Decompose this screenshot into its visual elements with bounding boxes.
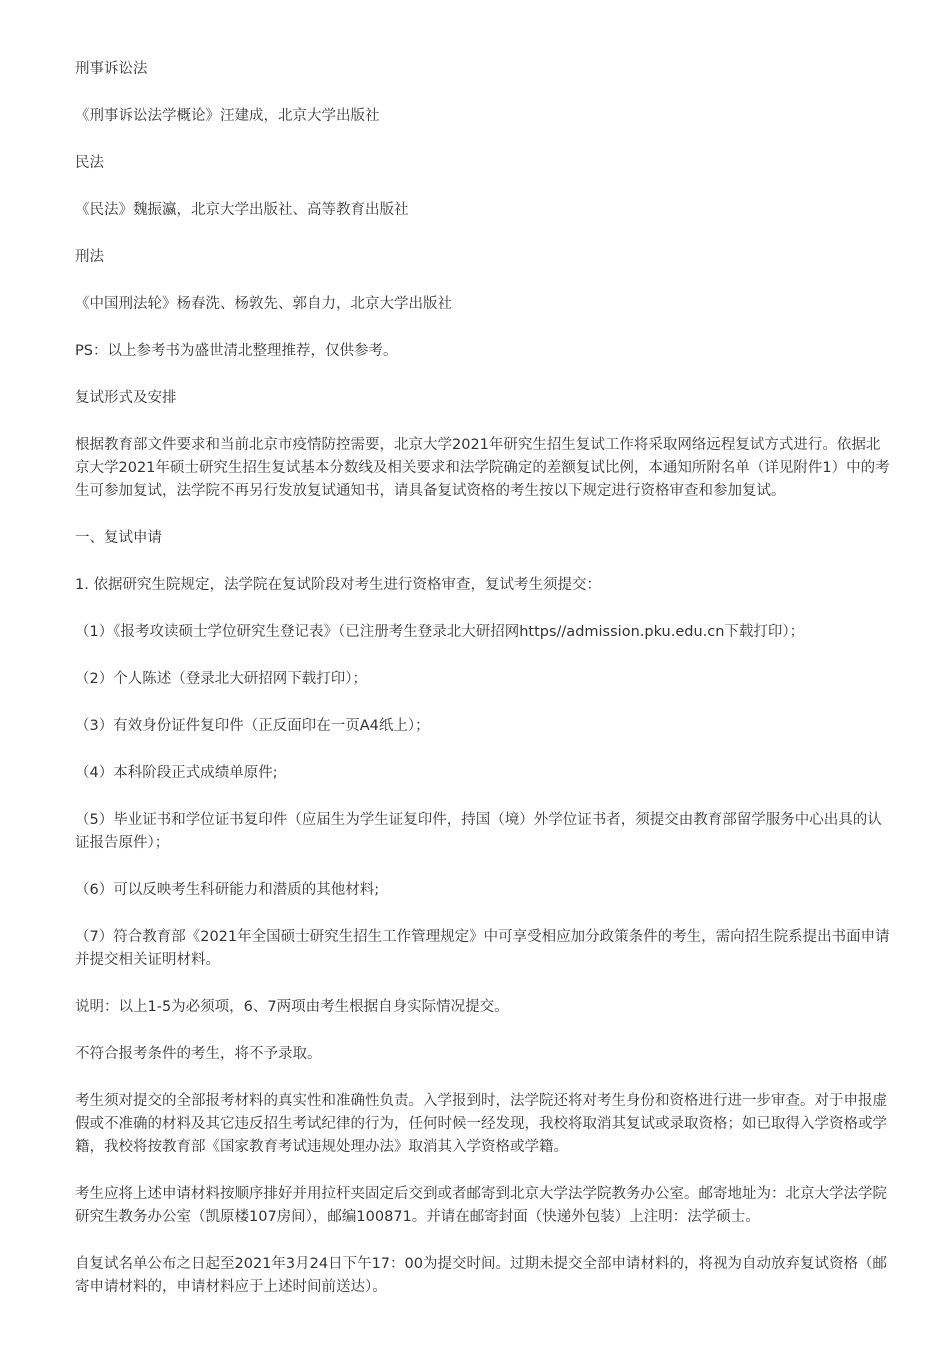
requirement-item-3: （3）有效身份证件复印件（正反面印在一页A4纸上）； (75, 718, 430, 734)
application-requirement-intro: 1. 依据研究生院规定，法学院在复试阶段对考生进行资格审查，复试考生须提交： (75, 577, 601, 593)
section-title-civil-law: 民法 (75, 155, 104, 171)
ps-note: PS：以上参考书为盛世清北整理推荐，仅供参考。 (75, 343, 398, 359)
requirement-item-7: （7）符合教育部《2021年全国硕士研究生招生工作管理规定》中可享受相应加分政策条件的考生，需向招生院系提出书面申请并提交相关证明材料。 (75, 929, 890, 968)
section-title-criminal-procedure: 刑事诉讼法 (75, 61, 148, 77)
requirement-explanation: 说明：以上1-5为必须项，6、7两项由考生根据自身实际情况提交。 (75, 999, 509, 1015)
reference-book-civil-law: 《民法》魏振瀛，北京大学出版社、高等教育出版社 (75, 202, 409, 218)
deadline-paragraph: 自复试名单公布之日起至2021年3月24日下午17：00为提交时间。过期未提交全部申请材料的，将视为自动放弃复试资格（邮寄申请材料的，申请材料应于上述时间前送达）。 (75, 1256, 887, 1295)
section-title-reexam-format: 复试形式及安排 (75, 390, 177, 406)
requirement-item-1: （1）《报考攻读硕士学位研究生登记表》（已注册考生登录北大研招网https//admission.pku.edu.cn下载打印）； (75, 624, 805, 640)
section-title-criminal-law: 刑法 (75, 249, 104, 265)
reference-book-criminal-procedure: 《刑事诉讼法学概论》汪建成，北京大学出版社 (75, 108, 380, 124)
mailing-instructions-paragraph: 考生应将上述申请材料按顺序排好并用拉杆夹固定后交到或者邮寄到北京大学法学院教务办公室。邮寄地址为：北京大学法学院研究生教务办公室（凯原楼107房间），邮编100871。并请在邮寄封面（快递外包装）上注明：法学硕士。 (75, 1186, 887, 1225)
reference-book-criminal-law: 《中国刑法轮》杨春洗、杨敦先、郭自力，北京大学出版社 (75, 296, 452, 312)
requirement-item-5: （5）毕业证书和学位证书复印件（应届生为学生证复印件，持国（境）外学位证书者，须提交由教育部留学服务中心出具的认证报告原件）； (75, 812, 882, 851)
section-title-reexam-application: 一、复试申请 (75, 530, 162, 546)
reexam-intro-paragraph: 根据教育部文件要求和当前北京市疫情防控需要，北京大学2021年研究生招生复试工作将采取网络远程复试方式进行。依据北京大学2021年硕士研究生招生复试基本分数线及相关要求和法学院确定的差额复试比例，本通知所附名单（详见附件1）中的考生可参加复试，法学院不再另行发放复试通知书，请具备复试资格的考生按以下规定进行资格审查和参加复试。 (75, 437, 890, 499)
requirement-item-2: （2）个人陈述（登录北大研招网下载打印）； (75, 671, 367, 687)
requirement-item-6: （6）可以反映考生科研能力和潜质的其他材料; (75, 882, 380, 898)
requirement-item-4: （4）本科阶段正式成绩单原件; (75, 765, 278, 781)
authenticity-paragraph: 考生须对提交的全部报考材料的真实性和准确性负责。入学报到时，法学院还将对考生身份和资格进行进一步审查。对于申报虚假或不准确的材料及其它违反招生考试纪律的行为，任何时候一经发现，我校将取消其复试或录取资格；如已取得入学资格或学籍，我校将按教育部《国家教育考试违规处理办法》取消其入学资格或学籍。 (75, 1093, 887, 1155)
admission-condition-note: 不符合报考条件的考生，将不予录取。 (75, 1046, 322, 1062)
